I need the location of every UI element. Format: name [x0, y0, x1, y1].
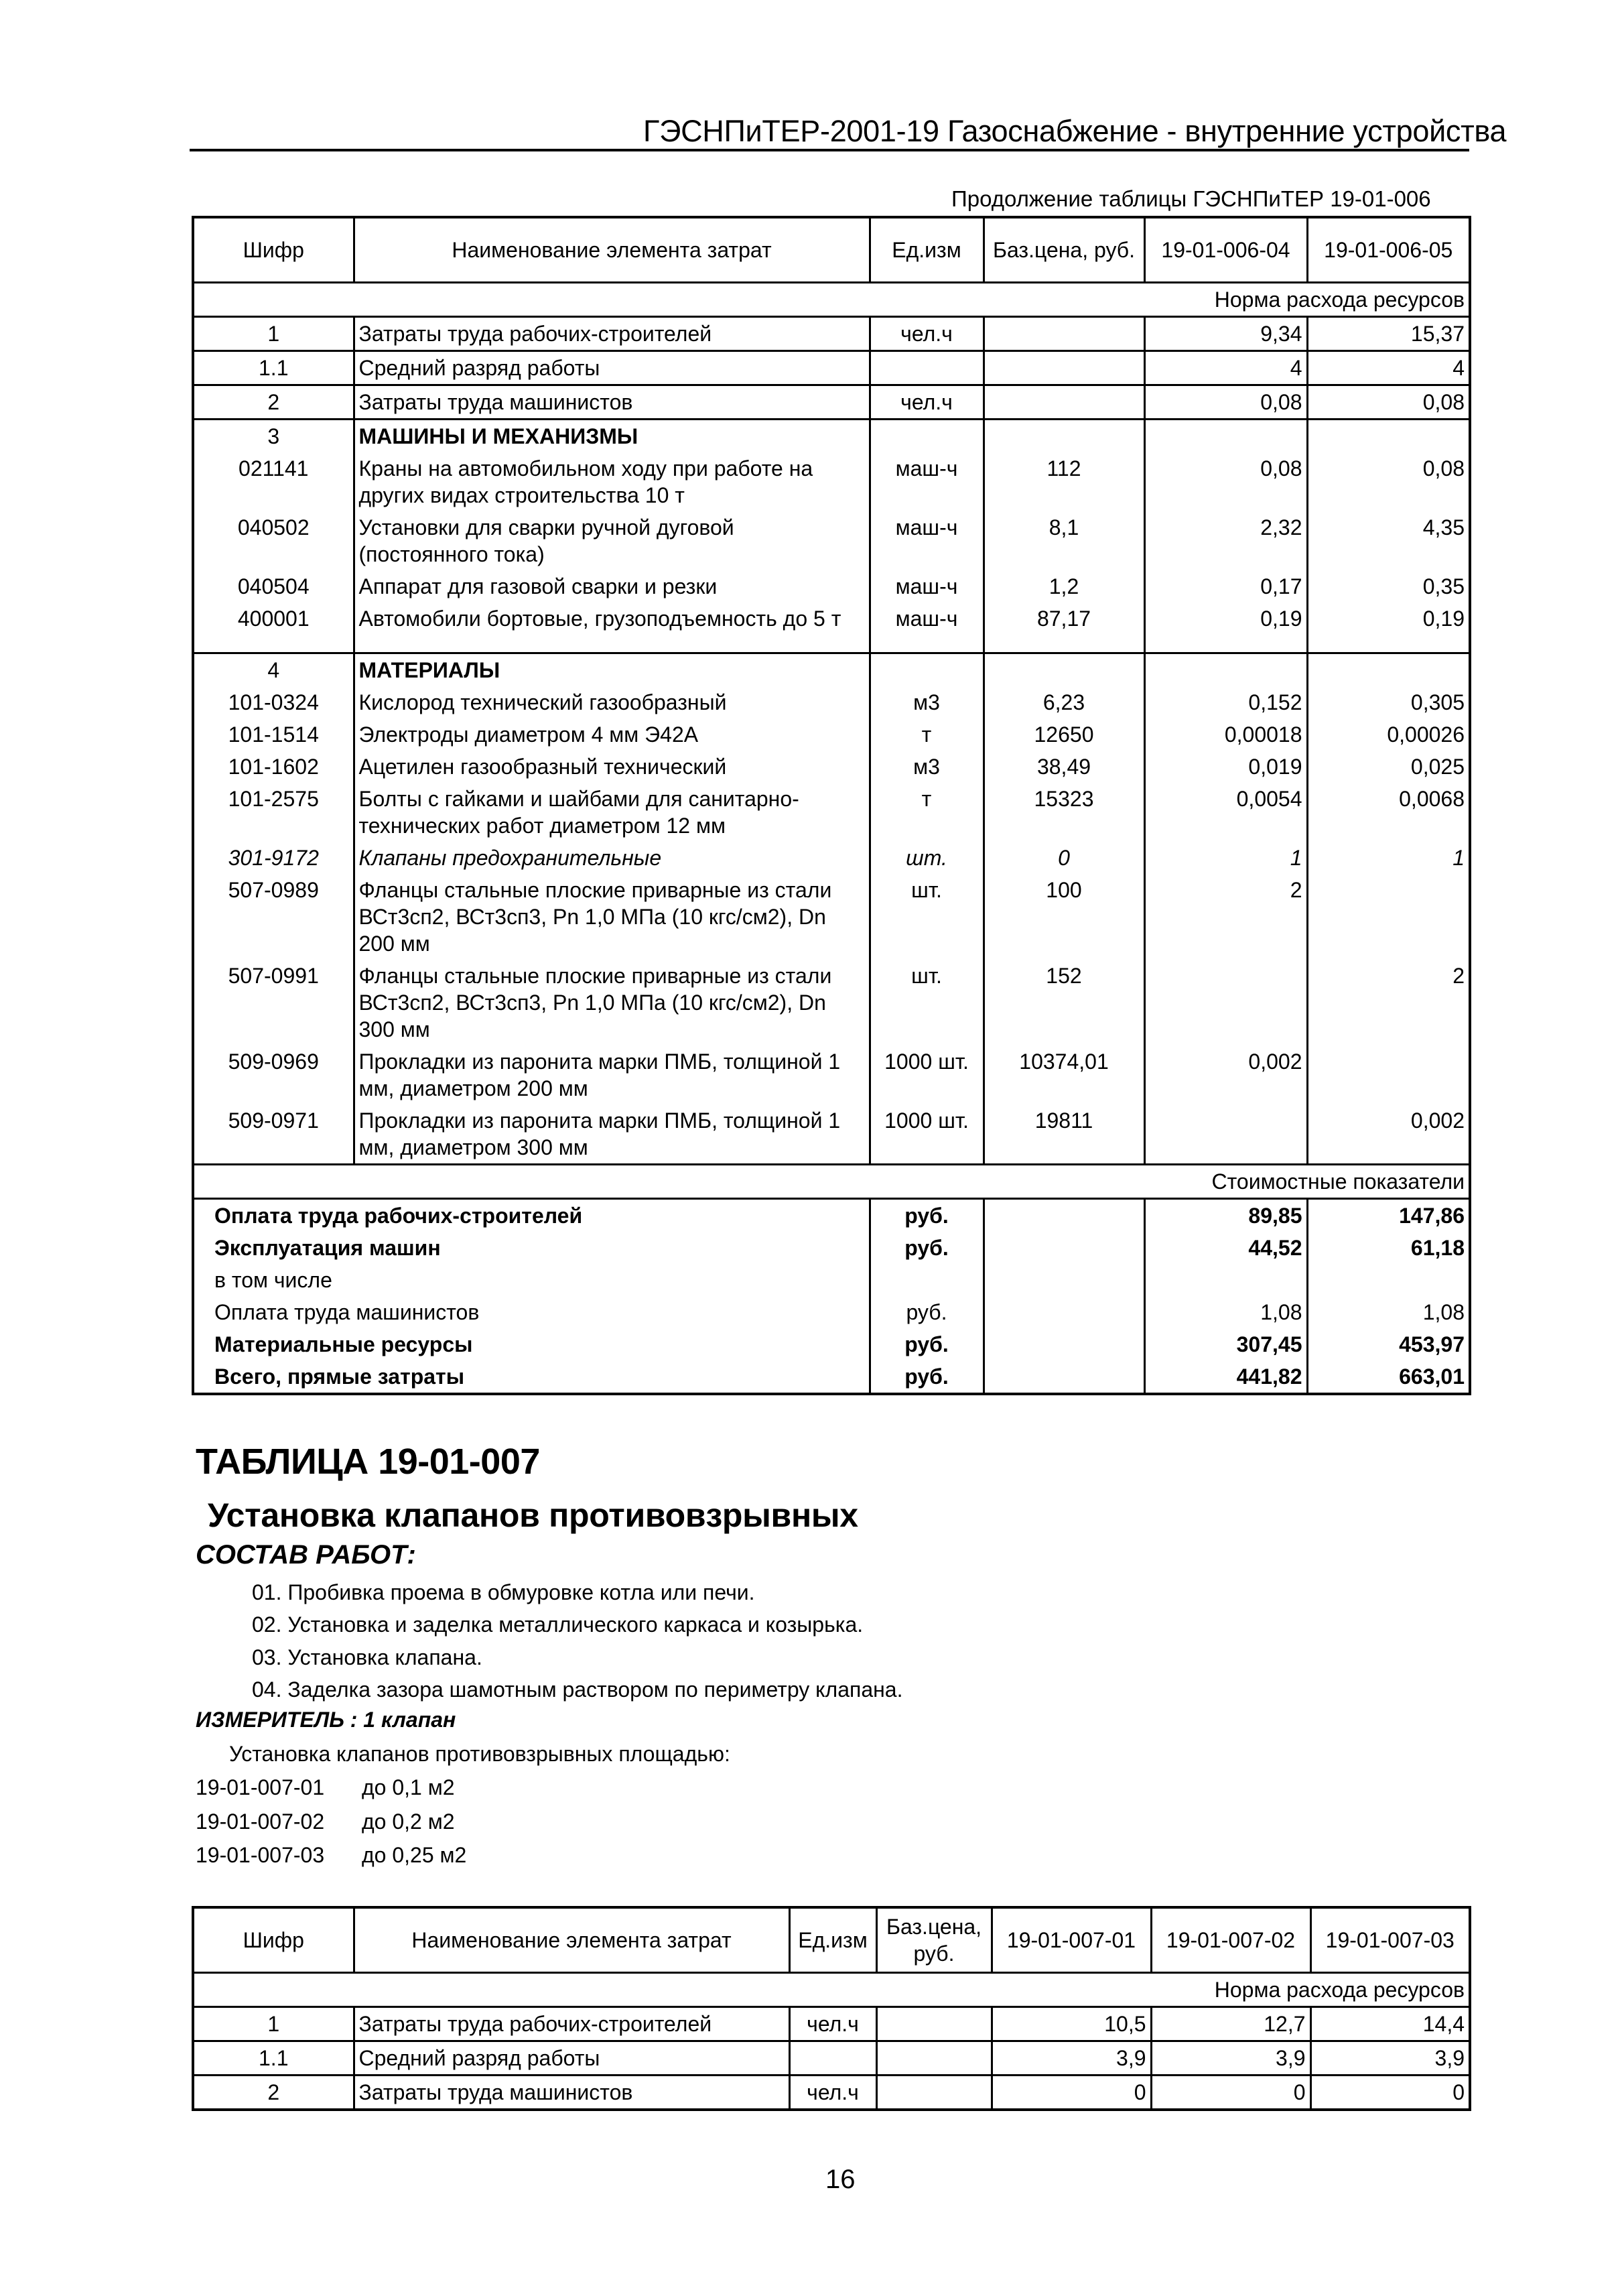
cell-value: 4	[1307, 351, 1470, 385]
cell-unit: м3	[870, 751, 984, 783]
section-name: Установка клапанов противовзрывных	[208, 1496, 858, 1534]
cell-value: 3,9	[1151, 2041, 1310, 2076]
cell-value: 0	[992, 2076, 1151, 2110]
works-heading: СОСТАВ РАБОТ:	[196, 1540, 416, 1570]
cell-name: Затраты труда рабочих-строителей	[354, 317, 870, 351]
cell-code: 101-1602	[193, 751, 354, 783]
cell-code: 509-0969	[193, 1045, 354, 1104]
code: 19-01-007-03	[196, 1843, 325, 1867]
work-step: 04. Заделка зазора шамотным раствором по периметру клапана.	[252, 1677, 903, 1702]
table-continuation-caption: Продолжение таблицы ГЭСНПиТЕР 19-01-006	[951, 186, 1431, 211]
table-row	[193, 385, 1470, 420]
cell-value	[1307, 1264, 1470, 1296]
page-number: 16	[825, 2165, 856, 2194]
summary-row	[193, 1199, 1470, 1232]
code-range: до 0,1 м2	[362, 1775, 455, 1799]
cell-price	[984, 1296, 1144, 1328]
cell-value: 0,002	[1144, 1045, 1307, 1104]
resource-table-19-01-006	[192, 216, 1471, 1395]
cell-unit: руб.	[870, 1360, 984, 1394]
cell-value: 4	[1144, 351, 1307, 385]
table-row	[193, 783, 1470, 842]
cell-price	[984, 1360, 1144, 1394]
column-header: 19-01-007-03	[1310, 1907, 1470, 1973]
summary-label: Всего, прямые затраты	[193, 1360, 870, 1394]
cell-value	[1144, 960, 1307, 1045]
cell-name: Установки для сварки ручной дуговой (постоянного тока)	[354, 511, 870, 570]
summary-label: Оплата труда машинистов	[193, 1296, 870, 1328]
cell-code: 301-9172	[193, 842, 354, 874]
cell-name: Краны на автомобильном ходу при работе на других видах строительства 10 т	[354, 452, 870, 511]
cell-value: 12,7	[1151, 2007, 1310, 2041]
table-row	[193, 751, 1470, 783]
cell-name: Прокладки из паронита марки ПМБ, толщиной 1 мм, диаметром 200 мм	[354, 1045, 870, 1104]
cell-value: 4,35	[1307, 511, 1470, 570]
cell-code: 101-1514	[193, 718, 354, 751]
code-row	[196, 1775, 455, 1800]
cell-value: 0,08	[1307, 452, 1470, 511]
cell-value: 0,08	[1307, 385, 1470, 420]
table-row	[193, 718, 1470, 751]
measurer-line	[196, 1708, 456, 1732]
work-step: 02. Установка и заделка металлического каркаса и козырька.	[252, 1612, 864, 1637]
cell-code: 021141	[193, 452, 354, 511]
cell-name: Затраты труда машинистов	[354, 385, 870, 420]
cell-unit: чел.ч	[870, 385, 984, 420]
cell-unit: маш-ч	[870, 570, 984, 602]
cell-value: 2,32	[1144, 511, 1307, 570]
section-title: МАШИНЫ И МЕХАНИЗМЫ	[354, 420, 870, 453]
cell-name: Средний разряд работы	[354, 2041, 789, 2076]
cell-price: 152	[984, 960, 1144, 1045]
cell-name: Затраты труда рабочих-строителей	[354, 2007, 789, 2041]
cell-value: 147,86	[1307, 1199, 1470, 1232]
cell-code: 400001	[193, 602, 354, 635]
column-header: Ед.изм	[789, 1907, 876, 1973]
norm-label-row	[193, 1973, 1470, 2007]
cell-code: 101-0324	[193, 686, 354, 718]
cell-value: 1,08	[1144, 1296, 1307, 1328]
cell-value: 2	[1144, 874, 1307, 960]
cell-name: Болты с гайками и шайбами для санитарно-технических работ диаметром 12 мм	[354, 783, 870, 842]
cell-unit: 1000 шт.	[870, 1104, 984, 1165]
cost-label: Стоимостные показатели	[193, 1165, 1470, 1199]
cell-value: 0,152	[1144, 686, 1307, 718]
table-row	[193, 1045, 1470, 1104]
cell-price: 38,49	[984, 751, 1144, 783]
cell-code: 1.1	[193, 351, 354, 385]
cell-value: 0,17	[1144, 570, 1307, 602]
cell-price: 100	[984, 874, 1144, 960]
section-row-materials	[193, 653, 1470, 687]
cell-value: 44,52	[1144, 1232, 1307, 1264]
cell-price	[984, 385, 1144, 420]
column-header: Баз.цена, руб.	[984, 217, 1144, 283]
cell-unit	[789, 2041, 876, 2076]
cell-price: 87,17	[984, 602, 1144, 635]
cell-code: 2	[193, 2076, 354, 2110]
work-step: 01. Пробивка проема в обмуровке котла или печи.	[252, 1580, 755, 1604]
column-header: 19-01-007-01	[992, 1907, 1151, 1973]
header-rule	[190, 149, 1469, 151]
table-row	[193, 842, 1470, 874]
section-code: 3	[193, 420, 354, 453]
code-row	[196, 1843, 467, 1868]
cell-value: 9,34	[1144, 317, 1307, 351]
table-title: ТАБЛИЦА 19-01-007	[196, 1442, 540, 1482]
cell-value: 0,08	[1144, 385, 1307, 420]
cell-code: 1	[193, 2007, 354, 2041]
cell-unit: т	[870, 783, 984, 842]
codes-intro: Установка клапанов противовзрывных площадью:	[229, 1742, 730, 1766]
work-step: 03. Установка клапана.	[252, 1645, 482, 1669]
column-header: Шифр	[193, 1907, 354, 1973]
cell-value: 0,019	[1144, 751, 1307, 783]
table-row	[193, 2007, 1470, 2041]
cell-value: 663,01	[1307, 1360, 1470, 1394]
cell-value	[1144, 1264, 1307, 1296]
cell-price: 19811	[984, 1104, 1144, 1165]
cell-value: 0	[1310, 2076, 1470, 2110]
cell-value: 15,37	[1307, 317, 1470, 351]
column-header: 19-01-007-02	[1151, 1907, 1310, 1973]
section-code: 4	[193, 653, 354, 687]
cell-unit: чел.ч	[789, 2007, 876, 2041]
code-row	[196, 1809, 455, 1834]
cell-value: 1	[1144, 842, 1307, 874]
column-header: Ед.изм	[870, 217, 984, 283]
labor-rows	[193, 317, 1470, 420]
cell-unit: руб.	[870, 1296, 984, 1328]
cell-code: 507-0989	[193, 874, 354, 960]
table-row	[193, 317, 1470, 351]
spacer-row	[193, 635, 1470, 653]
summary-label: Материальные ресурсы	[193, 1328, 870, 1360]
cell-value: 2	[1307, 960, 1470, 1045]
cell-price: 12650	[984, 718, 1144, 751]
code: 19-01-007-01	[196, 1775, 325, 1799]
cell-value: 441,82	[1144, 1360, 1307, 1394]
cell-unit: руб.	[870, 1328, 984, 1360]
cell-price	[984, 1264, 1144, 1296]
cell-name: Фланцы стальные плоские приварные из стали ВСт3сп2, ВСт3сп3, Рn 1,0 МПа (10 кгс/см2), Dn 200 мм	[354, 874, 870, 960]
cell-value: 0,35	[1307, 570, 1470, 602]
cell-value: 14,4	[1310, 2007, 1470, 2041]
cell-unit: т	[870, 718, 984, 751]
labor-rows	[193, 2007, 1470, 2110]
table-row	[193, 960, 1470, 1045]
norm-label-row	[193, 283, 1470, 317]
cell-name: Затраты труда машинистов	[354, 2076, 789, 2110]
summary-row	[193, 1264, 1470, 1296]
cell-value: 1	[1307, 842, 1470, 874]
cell-value: 0,0068	[1307, 783, 1470, 842]
cell-unit	[870, 1264, 984, 1296]
code: 19-01-007-02	[196, 1809, 325, 1834]
cell-price: 0	[984, 842, 1144, 874]
cell-price	[984, 1328, 1144, 1360]
cell-unit: чел.ч	[789, 2076, 876, 2110]
table-header-row	[193, 1907, 1470, 1973]
cell-unit: маш-ч	[870, 452, 984, 511]
cell-name: Фланцы стальные плоские приварные из стали ВСт3сп2, ВСт3сп3, Рn 1,0 МПа (10 кгс/см2), Dn 300 мм	[354, 960, 870, 1045]
cell-price	[876, 2076, 992, 2110]
cell-unit: шт.	[870, 842, 984, 874]
summary-row	[193, 1328, 1470, 1360]
column-header: Шифр	[193, 217, 354, 283]
machine-rows	[193, 452, 1470, 635]
cell-code: 1	[193, 317, 354, 351]
cell-name: Клапаны предохранительные	[354, 842, 870, 874]
cell-name: Кислород технический газообразный	[354, 686, 870, 718]
cell-unit: 1000 шт.	[870, 1045, 984, 1104]
summary-rows	[193, 1199, 1470, 1395]
cell-price: 1,2	[984, 570, 1144, 602]
cell-code: 507-0991	[193, 960, 354, 1045]
cell-price: 15323	[984, 783, 1144, 842]
cell-value: 0,0054	[1144, 783, 1307, 842]
cell-price: 112	[984, 452, 1144, 511]
material-rows	[193, 686, 1470, 1165]
cell-value: 3,9	[992, 2041, 1151, 2076]
cell-value: 0,025	[1307, 751, 1470, 783]
table-row	[193, 452, 1470, 511]
cell-value: 0,305	[1307, 686, 1470, 718]
running-header-title: ГЭСНПиТЕР-2001-19 Газоснабжение - внутренние устройства	[643, 114, 1507, 148]
cell-name: Средний разряд работы	[354, 351, 870, 385]
cell-name: Ацетилен газообразный технический	[354, 751, 870, 783]
measurer-value: 1 клапан	[363, 1708, 456, 1732]
cell-value: 0,002	[1307, 1104, 1470, 1165]
summary-row	[193, 1360, 1470, 1394]
table-row	[193, 1104, 1470, 1165]
section-row-machines	[193, 420, 1470, 453]
cell-price	[876, 2041, 992, 2076]
cell-unit: маш-ч	[870, 511, 984, 570]
cell-price: 8,1	[984, 511, 1144, 570]
norm-label: Норма расхода ресурсов	[193, 1973, 1470, 2007]
cell-value	[1307, 1045, 1470, 1104]
measurer-label: ИЗМЕРИТЕЛЬ :	[196, 1708, 358, 1732]
cell-value: 307,45	[1144, 1328, 1307, 1360]
column-header: Баз.цена, руб.	[876, 1907, 992, 1973]
cell-value	[1144, 1104, 1307, 1165]
cell-unit: шт.	[870, 960, 984, 1045]
cell-unit	[870, 351, 984, 385]
cell-name: Аппарат для газовой сварки и резки	[354, 570, 870, 602]
table-header-row	[193, 217, 1470, 283]
cell-price	[984, 1232, 1144, 1264]
code-range: до 0,25 м2	[362, 1843, 467, 1867]
cell-price: 6,23	[984, 686, 1144, 718]
cell-value: 0,19	[1144, 602, 1307, 635]
cell-value: 0,08	[1144, 452, 1307, 511]
cell-code: 1.1	[193, 2041, 354, 2076]
table-row	[193, 2041, 1470, 2076]
cell-code: 2	[193, 385, 354, 420]
cell-name: Электроды диаметром 4 мм Э42А	[354, 718, 870, 751]
cell-price	[876, 2007, 992, 2041]
cell-value: 0,00018	[1144, 718, 1307, 751]
table-row	[193, 602, 1470, 635]
column-header: Наименование элемента затрат	[354, 1907, 789, 1973]
cell-value: 0	[1151, 2076, 1310, 2110]
cell-code: 509-0971	[193, 1104, 354, 1165]
cell-price: 10374,01	[984, 1045, 1144, 1104]
cell-value: 1,08	[1307, 1296, 1470, 1328]
norm-label: Норма расхода ресурсов	[193, 283, 1470, 317]
cell-price	[984, 1199, 1144, 1232]
cell-name: Прокладки из паронита марки ПМБ, толщиной 1 мм, диаметром 300 мм	[354, 1104, 870, 1165]
column-header: Наименование элемента затрат	[354, 217, 870, 283]
cell-value: 10,5	[992, 2007, 1151, 2041]
table-row	[193, 511, 1470, 570]
summary-label: Оплата труда рабочих-строителей	[193, 1199, 870, 1232]
table-row	[193, 874, 1470, 960]
code-range: до 0,2 м2	[362, 1809, 455, 1834]
cell-code: 101-2575	[193, 783, 354, 842]
table-row	[193, 2076, 1470, 2110]
cell-code: 040502	[193, 511, 354, 570]
cell-price	[984, 351, 1144, 385]
cell-unit: руб.	[870, 1232, 984, 1264]
cost-label-row	[193, 1165, 1470, 1199]
resource-table-19-01-007	[192, 1906, 1471, 2111]
cell-value: 0,00026	[1307, 718, 1470, 751]
summary-row	[193, 1232, 1470, 1264]
cell-value: 453,97	[1307, 1328, 1470, 1360]
summary-label: в том числе	[193, 1264, 870, 1296]
summary-label: Эксплуатация машин	[193, 1232, 870, 1264]
cell-value	[1307, 874, 1470, 960]
table-row	[193, 351, 1470, 385]
table-row	[193, 570, 1470, 602]
cell-unit: чел.ч	[870, 317, 984, 351]
cell-code: 040504	[193, 570, 354, 602]
table-row	[193, 686, 1470, 718]
cell-unit: маш-ч	[870, 602, 984, 635]
cell-value: 89,85	[1144, 1199, 1307, 1232]
column-header: 19-01-006-05	[1307, 217, 1470, 283]
cell-unit: руб.	[870, 1199, 984, 1232]
summary-row	[193, 1296, 1470, 1328]
cell-value: 61,18	[1307, 1232, 1470, 1264]
cell-value: 3,9	[1310, 2041, 1470, 2076]
cell-name: Автомобили бортовые, грузоподъемность до 5 т	[354, 602, 870, 635]
column-header: 19-01-006-04	[1144, 217, 1307, 283]
cell-value: 0,19	[1307, 602, 1470, 635]
cell-price	[984, 317, 1144, 351]
cell-unit: м3	[870, 686, 984, 718]
cell-unit: шт.	[870, 874, 984, 960]
section-title: МАТЕРИАЛЫ	[354, 653, 870, 687]
